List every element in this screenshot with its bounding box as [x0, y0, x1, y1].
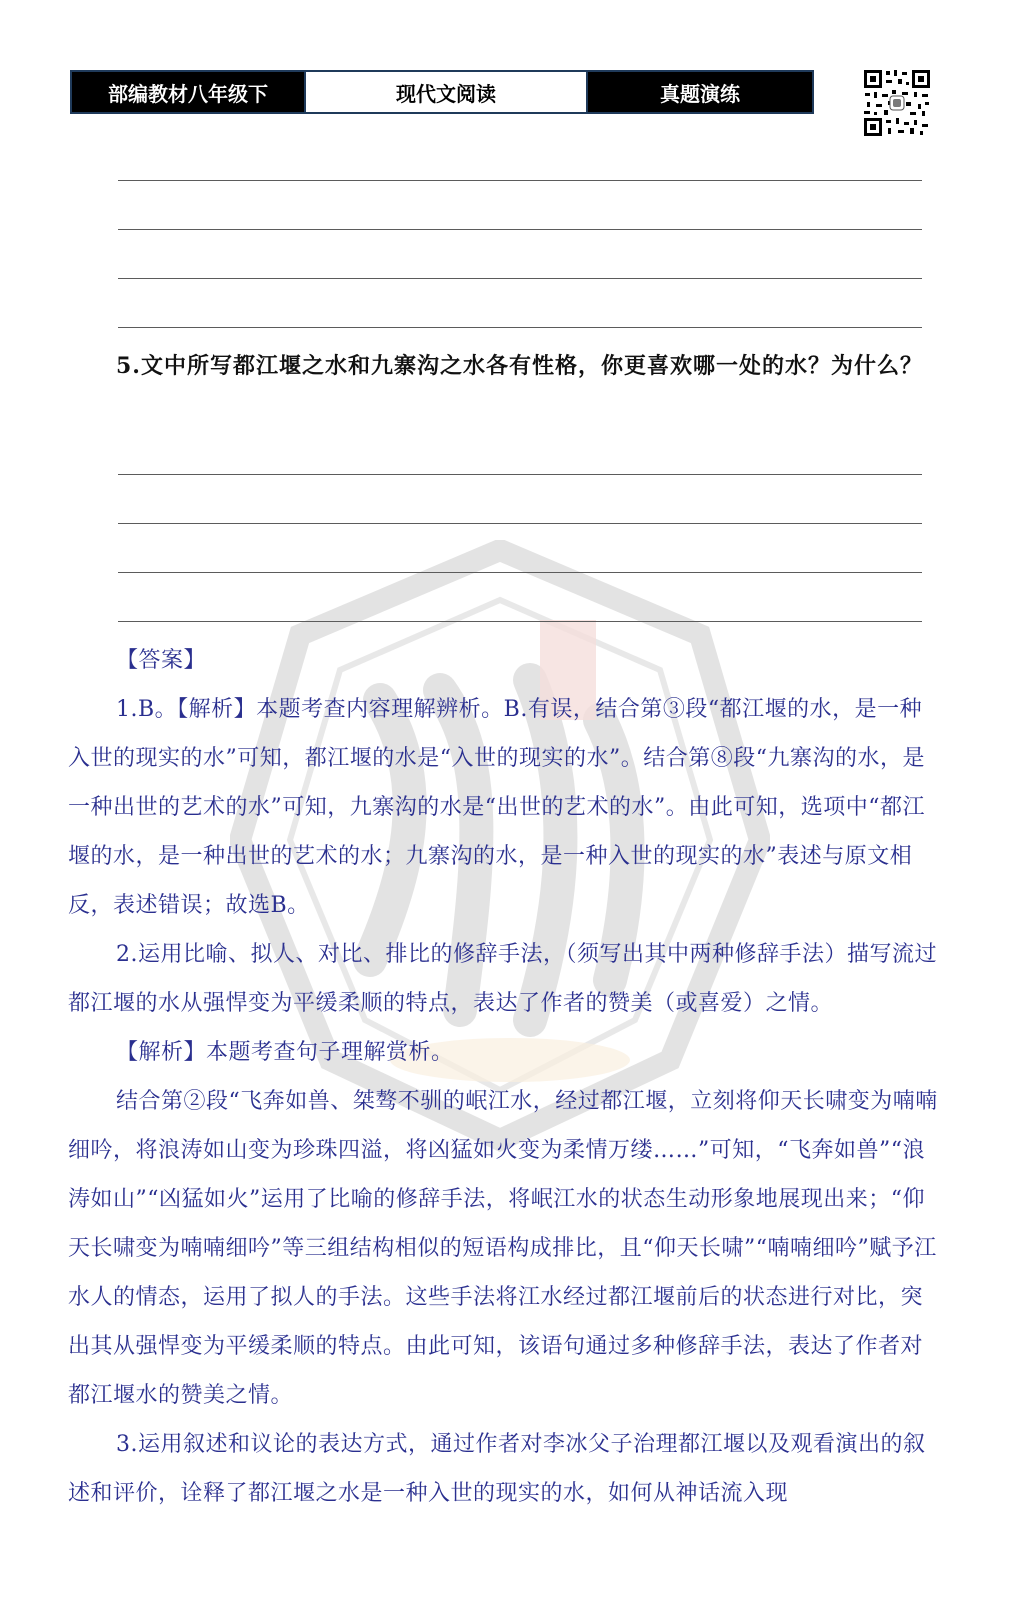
answer-heading: 【答案】 [116, 648, 207, 673]
answer-line[interactable] [118, 523, 922, 524]
answer-line[interactable] [118, 278, 922, 279]
answer-2-analysis-label: 【解析】本题考查句子理解赏析。 [116, 1040, 454, 1065]
header-section-label: 现代文阅读 [304, 72, 588, 112]
header-grade-label: 部编教材八年级下 [72, 72, 304, 112]
answer-line[interactable] [118, 180, 922, 181]
qr-code-icon [862, 68, 932, 138]
answer-line[interactable] [118, 229, 922, 230]
answer-2-analysis: 结合第②段“飞奔如兽、桀骜不驯的岷江水，经过都江堰，立刻将仰天长啸变为喃喃细吟，将浪涛如山变为珍珠四溢，将凶猛如火变为柔情万缕……”可知，“飞奔如兽”“浪涛如山”“凶猛如火”运用了比喻的修辞手法，将岷江水的状态生动形象地展现出来；“仰天长啸变为喃喃细吟”等三组结构相似的短语构成排比，且“仰天长啸”“喃喃细吟”赋予江水人的情态，运用了拟人的手法。这些手法将江水经过都江堰前后的状态进行对比，突出其从强悍变为平缓柔顺的特点。由此可知，该语句通过多种修辞手法，表达了作者对都江堰水的赞美之情。 [68, 1089, 938, 1408]
answer-section [68, 636, 940, 1518]
answer-line[interactable] [118, 327, 922, 328]
header-bar [70, 70, 814, 114]
question-5: 5.文中所写都江堰之水和九寨沟之水各有性格，你更喜欢哪一处的水？为什么？ [116, 353, 923, 379]
header-practice-label: 真题演练 [588, 72, 812, 112]
answer-line[interactable] [118, 572, 922, 573]
answer-1: 1.B。【解析】本题考查内容理解辨析。B.有误，结合第③段“都江堰的水，是一种入世的现实的水”可知，都江堰的水是“入世的现实的水”。结合第⑧段“九寨沟的水，是一种出世的艺术的水”可知，九寨沟的水是“出世的艺术的水”。由此可知，选项中“都江堰的水，是一种出世的艺术的水；九寨沟的水，是一种入世的现实的水”表述与原文相反，表述错误；故选B。 [68, 697, 925, 918]
answer-3: 3.运用叙述和议论的表达方式，通过作者对李冰父子治理都江堰以及观看演出的叙述和评价，诠释了都江堰之水是一种入世的现实的水，如何从神话流入现 [68, 1432, 926, 1506]
answer-line[interactable] [118, 621, 922, 622]
answer-line[interactable] [118, 474, 922, 475]
answer-2: 2.运用比喻、拟人、对比、排比的修辞手法，（须写出其中两种修辞手法）描写流过都江堰的水从强悍变为平缓柔顺的特点，表达了作者的赞美（或喜爱）之情。 [68, 942, 937, 1016]
